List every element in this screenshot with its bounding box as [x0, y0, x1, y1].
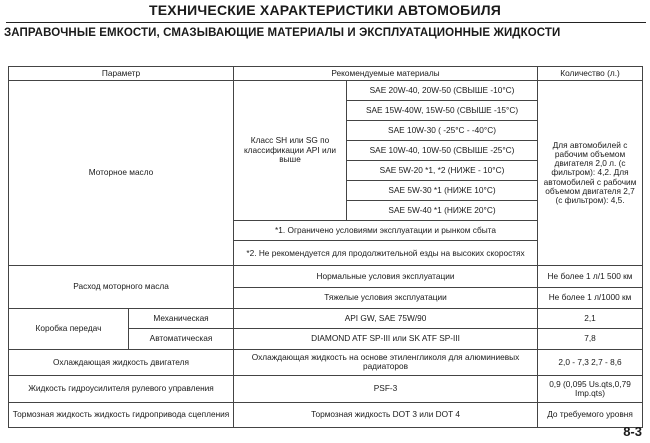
engine-oil-param: Моторное масло	[9, 80, 234, 266]
coolant-material: Охлаждающая жидкость на основе этиленгликоля для алюминиевых радиаторов	[234, 349, 538, 375]
consumption-value: Не более 1 л/1000 км	[538, 287, 643, 308]
gearbox-type: Автоматическая	[129, 328, 234, 349]
engine-oil-class: Класс SH или SG по классификации API или выше	[234, 80, 347, 220]
header-materials: Рекомендуемые материалы	[234, 67, 538, 81]
oil-grade: SAE 20W-40, 20W-50 (СВЫШЕ -10°С)	[347, 80, 538, 100]
header-parameter: Параметр	[9, 67, 234, 81]
oil-grade: SAE 5W-30 *1 (НИЖЕ 10°С)	[347, 180, 538, 200]
table-row	[9, 80, 643, 100]
gearbox-quantity: 7,8	[538, 328, 643, 349]
table-header-row	[9, 67, 643, 81]
table-row	[9, 308, 643, 328]
page-number: 8-3	[623, 424, 642, 439]
consumption-value: Не более 1 л/1 500 км	[538, 266, 643, 287]
power-steering-quantity: 0,9 (0,095 Us.qts,0,79 Imp.qts)	[538, 376, 643, 402]
consumption-condition: Нормальные условия эксплуатации	[234, 266, 538, 287]
gearbox-param: Коробка передач	[9, 308, 129, 349]
oil-grade: SAE 5W-40 *1 (НИЖЕ 20°С)	[347, 201, 538, 221]
power-steering-param: Жидкость гидроусилителя рулевого управления	[9, 376, 234, 402]
oil-grade: SAE 10W-40, 10W-50 (СВЫШЕ -25°С)	[347, 140, 538, 160]
footnote-1: *1. Ограничено условиями эксплуатации и рынком сбыта	[234, 221, 538, 241]
title-rule	[6, 22, 646, 23]
table-row	[9, 349, 643, 375]
gearbox-material: DIAMOND ATF SP-III или SK ATF SP-III	[234, 328, 538, 349]
oil-grade: SAE 15W-40W, 15W-50 (СВЫШЕ -15°С)	[347, 100, 538, 120]
gearbox-type: Механическая	[129, 308, 234, 328]
consumption-condition: Тяжелые условия эксплуатации	[234, 287, 538, 308]
oil-consumption-param: Расход моторного масла	[9, 266, 234, 308]
table-row	[9, 266, 643, 287]
gearbox-material: API GW, SAE 75W/90	[234, 308, 538, 328]
brake-fluid-param: Тормозная жидкость жидкость гидропривода сцепления	[9, 402, 234, 427]
brake-fluid-material: Тормозная жидкость DOT 3 или DOT 4	[234, 402, 538, 427]
coolant-quantity: 2,0 - 7,3 2,7 - 8,6	[538, 349, 643, 375]
page-title: ТЕХНИЧЕСКИЕ ХАРАКТЕРИСТИКИ АВТОМОБИЛЯ	[149, 2, 501, 18]
oil-grade: SAE 10W-30 ( -25°С - -40°С)	[347, 120, 538, 140]
brake-fluid-quantity: До требуемого уровня	[538, 402, 643, 427]
specifications-table	[8, 66, 643, 428]
coolant-param: Охлаждающая жидкость двигателя	[9, 349, 234, 375]
section-heading: ЗАПРАВОЧНЫЕ ЕМКОСТИ, СМАЗЫВАЮЩИЕ МАТЕРИАЛЫ И ЭКСПЛУАТАЦИОННЫЕ ЖИДКОСТИ	[4, 27, 561, 39]
table-row	[9, 376, 643, 402]
footnote-2: *2. Не рекомендуется для продолжительной езды на высоких скоростях	[234, 241, 538, 266]
table-row	[9, 402, 643, 427]
gearbox-quantity: 2,1	[538, 308, 643, 328]
oil-grade: SAE 5W-20 *1, *2 (НИЖЕ - 10°С)	[347, 160, 538, 180]
header-quantity: Количество (л.)	[538, 67, 643, 81]
power-steering-material: PSF-3	[234, 376, 538, 402]
engine-oil-quantity: Для автомобилей с рабочим объемом двигателя 2,0 л. (с фильтром): 4,2. Для автомобилей с рабочим объемом двигателя 2,7 (с фильтром): 4,5.	[538, 80, 643, 266]
